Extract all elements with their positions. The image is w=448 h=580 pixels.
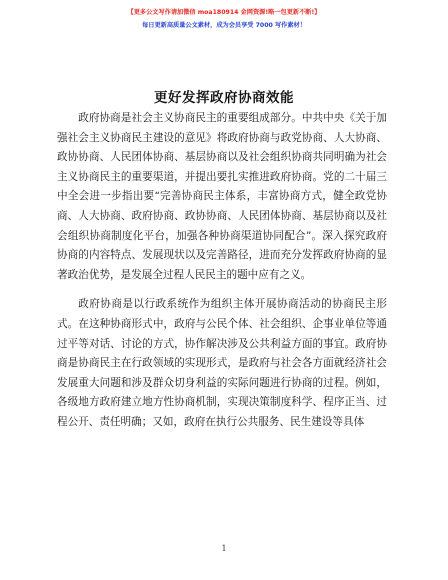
body-paragraph-1: 政府协商是社会主义协商民主的重要组成部分。中共中央《关于加强社会主义协商民主建设的意见》将政府协商与政党协商、人大协商、政协协商、人民团体协商、基层协商以及社会组织协商共同明确为社会主义协商民主的重要渠道，并提出要扎实推进政府协商。党的二十届三中全会进一步指出要“完善协商民主体系，丰富协商方式，健全政党协商、人大协商、政府协商、政协协商、人民团体协商、基层协商以及社会组织协商制度化平台，加强各种协商渠道协同配合”。深入探究政府协商的内容特点、发展现状以及完善路径，进而充分发挥政府协商的显著政治优势，是发展全过程人民民主的题中应有之义。 xyxy=(57,112,387,281)
page-number: 1 xyxy=(221,544,227,553)
document-body xyxy=(57,109,387,433)
promo-banner xyxy=(0,6,448,32)
document-title: 更好发挥政府协商效能 xyxy=(154,90,294,106)
promo-banner-line-blue: 每日更新高质量公文素材，成为会员享受 7000 写作素材！ xyxy=(142,22,306,29)
promo-banner-line-red: 【更多公文写作请加微信 moa180914 金网资源!略一包更新不断!】 xyxy=(127,9,321,16)
body-paragraph-2: 政府协商是以行政系统作为组织主体开展协商活动的协商民主形式。在这种协商形式中，政府与公民个体、社会组织、企事业单位等通过平等对话、讨论的方式，协作解决涉及公共利益方面的事宜。政府协商是协商民主在行政领域的实现形式，是政府与社会各方面就经济社会发展重大问题和涉及群众切身利益的实际问题进行协商的过程。例如，各级地方政府建立地方性协商机制，实现决策制度科学、程序正当、过程公开、责任明确；又如，政府在执行公共服务、民生建设等具体 xyxy=(57,298,387,428)
